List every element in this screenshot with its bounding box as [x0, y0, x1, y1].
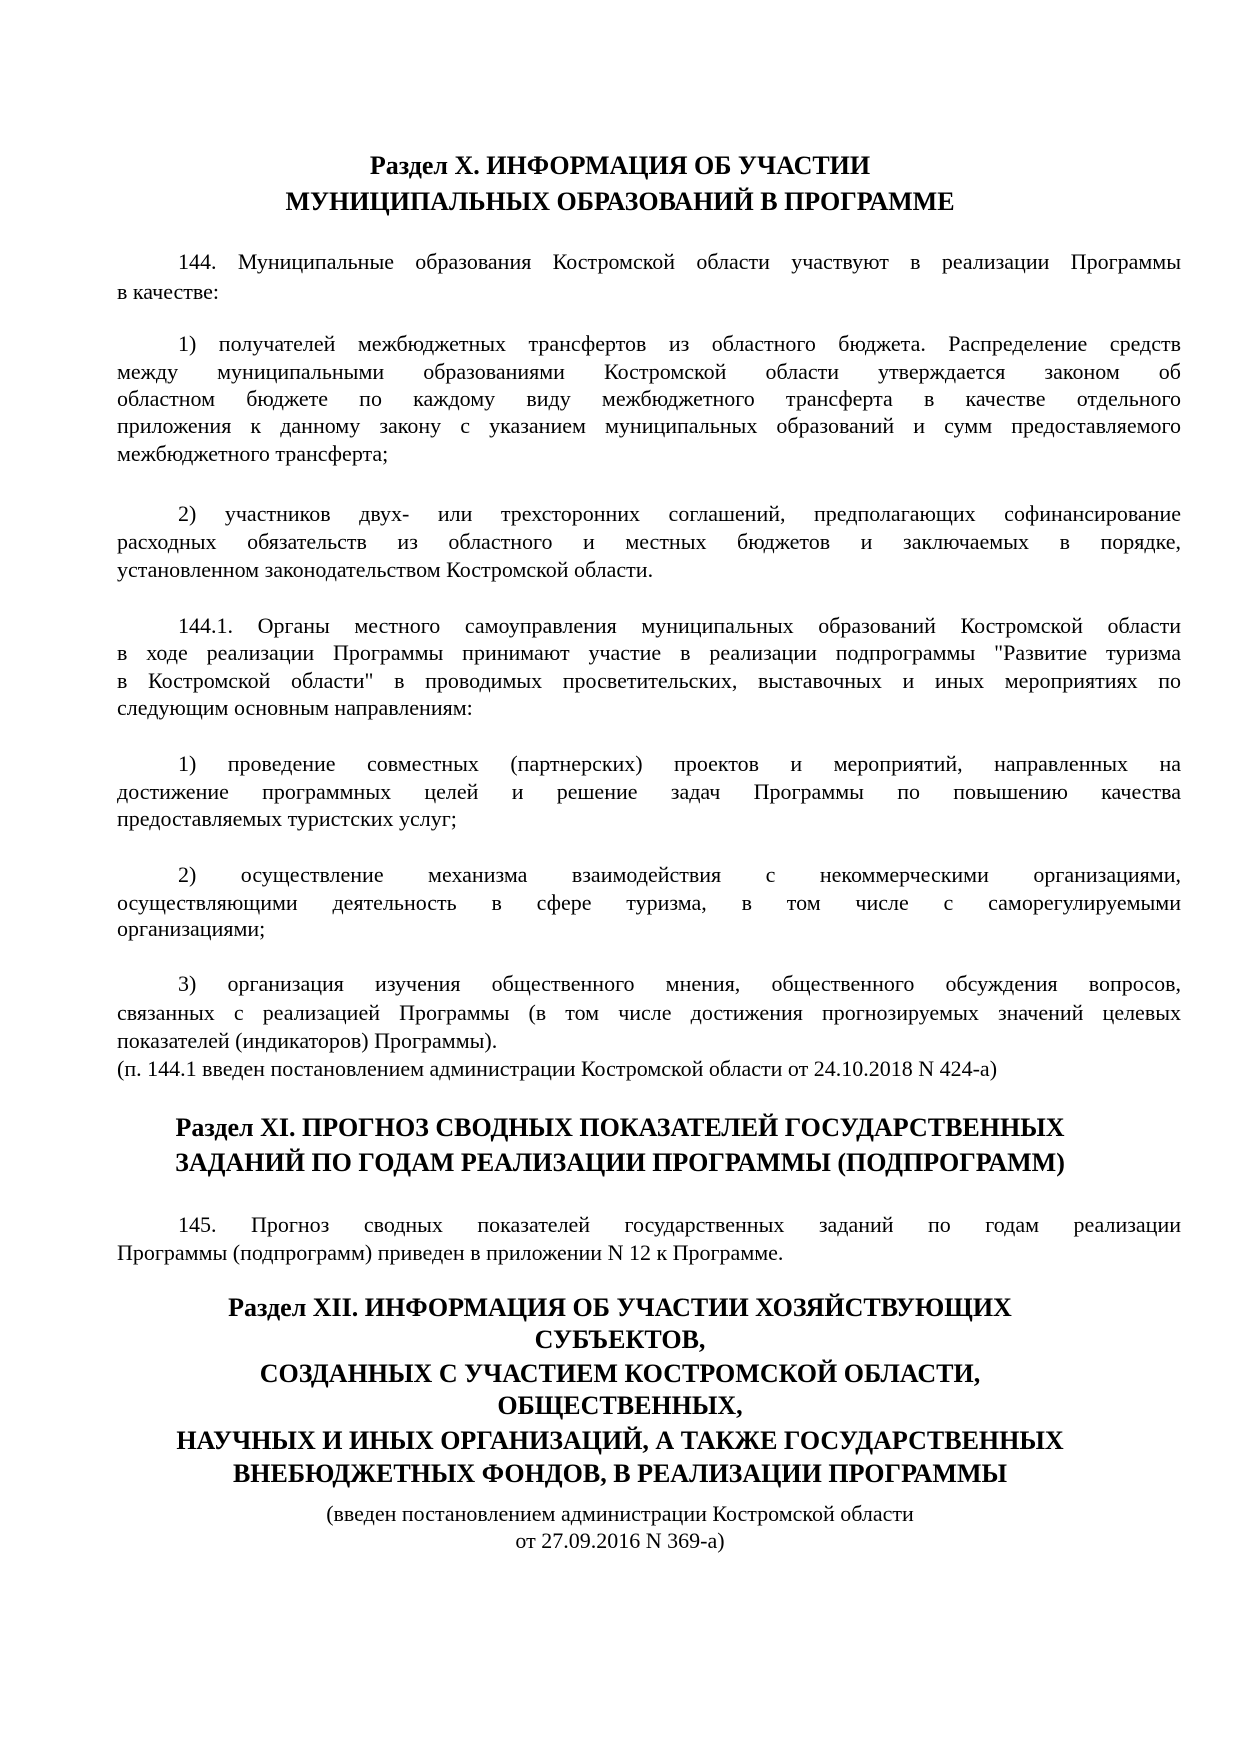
section-title: ОБЩЕСТВЕННЫХ, — [497, 1391, 743, 1420]
paragraph-line: в Костромской области" в проводимых просветительских, выставочных и иных мероприятиях по — [117, 668, 1181, 693]
paragraph-line: 145. Прогноз сводных показателей государственных заданий по годам реализации — [178, 1212, 1181, 1237]
paragraph-line: межбюджетного трансферта; — [117, 441, 389, 466]
section-title: НАУЧНЫХ И ИНЫХ ОРГАНИЗАЦИЙ, А ТАКЖЕ ГОСУДАРСТВЕННЫХ — [176, 1426, 1064, 1455]
section-title: МУНИЦИПАЛЬНЫХ ОБРАЗОВАНИЙ В ПРОГРАММЕ — [285, 187, 955, 216]
paragraph-line: осуществляющими деятельность в сфере туризма, в том числе с саморегулируемыми — [117, 890, 1181, 915]
paragraph-line: областном бюджете по каждому виду межбюджетного трансферта в качестве отдельного — [117, 386, 1181, 411]
paragraph-line: показателей (индикаторов) Программы). — [117, 1028, 498, 1053]
paragraph-line: следующим основным направлениям: — [117, 695, 473, 720]
section-title: Раздел XI. ПРОГНОЗ СВОДНЫХ ПОКАЗАТЕЛЕЙ ГОСУДАРСТВЕННЫХ — [175, 1113, 1065, 1142]
paragraph-line: приложения к данному закону с указанием муниципальных образований и сумм предоставляемого — [117, 413, 1181, 438]
section-title: СОЗДАННЫХ С УЧАСТИЕМ КОСТРОМСКОЙ ОБЛАСТИ, — [259, 1359, 981, 1388]
paragraph-line: расходных обязательств из областного и местных бюджетов и заключаемых в порядке, — [117, 529, 1181, 554]
paragraph-line: 144.1. Органы местного самоуправления муниципальных образований Костромской области — [178, 613, 1181, 638]
paragraph-line: предоставляемых туристских услуг; — [117, 806, 457, 831]
paragraph-line: 1) получателей межбюджетных трансфертов из областного бюджета. Распределение средств — [178, 331, 1181, 356]
paragraph-line: в ходе реализации Программы принимают участие в реализации подпрограммы "Развитие туризма — [117, 640, 1181, 665]
paragraph-line: в качестве: — [117, 279, 220, 304]
paragraph-line: достижение программных целей и решение задач Программы по повышению качества — [117, 779, 1181, 804]
amendment-note: от 27.09.2016 N 369-а) — [515, 1528, 725, 1553]
section-title: Раздел X. ИНФОРМАЦИЯ ОБ УЧАСТИИ — [369, 151, 871, 180]
paragraph-line: установленном законодательством Костромской области. — [117, 557, 654, 582]
paragraph-line: 2) осуществление механизма взаимодействия с некоммерческими организациями, — [178, 862, 1181, 887]
paragraph-line: 144. Муниципальные образования Костромской области участвуют в реализации Программы — [178, 249, 1181, 274]
section-title: ВНЕБЮДЖЕТНЫХ ФОНДОВ, В РЕАЛИЗАЦИИ ПРОГРАММЫ — [232, 1459, 1008, 1488]
paragraph-line: организациями; — [117, 916, 266, 941]
paragraph-line: 1) проведение совместных (партнерских) проектов и мероприятий, направленных на — [178, 751, 1181, 776]
section-title: Раздел XII. ИНФОРМАЦИЯ ОБ УЧАСТИИ ХОЗЯЙСТВУЮЩИХ — [228, 1293, 1012, 1322]
paragraph-line: 2) участников двух- или трехсторонних соглашений, предполагающих софинансирование — [178, 501, 1181, 526]
paragraph-line: 3) организация изучения общественного мнения, общественного обсуждения вопросов, — [178, 971, 1181, 996]
amendment-note: (введен постановлением администрации Костромской области — [326, 1501, 914, 1526]
amendment-note: (п. 144.1 введен постановлением администрации Костромской области от 24.10.2018 N 424-а) — [117, 1056, 998, 1081]
section-title: СУБЪЕКТОВ, — [534, 1325, 706, 1354]
paragraph-line: связанных с реализацией Программы (в том числе достижения прогнозируемых значений целевых — [117, 1000, 1181, 1025]
section-title: ЗАДАНИЙ ПО ГОДАМ РЕАЛИЗАЦИИ ПРОГРАММЫ (ПОДПРОГРАММ) — [175, 1148, 1065, 1177]
paragraph-line: между муниципальными образованиями Костромской области утверждается законом об — [117, 359, 1181, 384]
paragraph-line: Программы (подпрограмм) приведен в приложении N 12 к Программе. — [117, 1240, 784, 1265]
